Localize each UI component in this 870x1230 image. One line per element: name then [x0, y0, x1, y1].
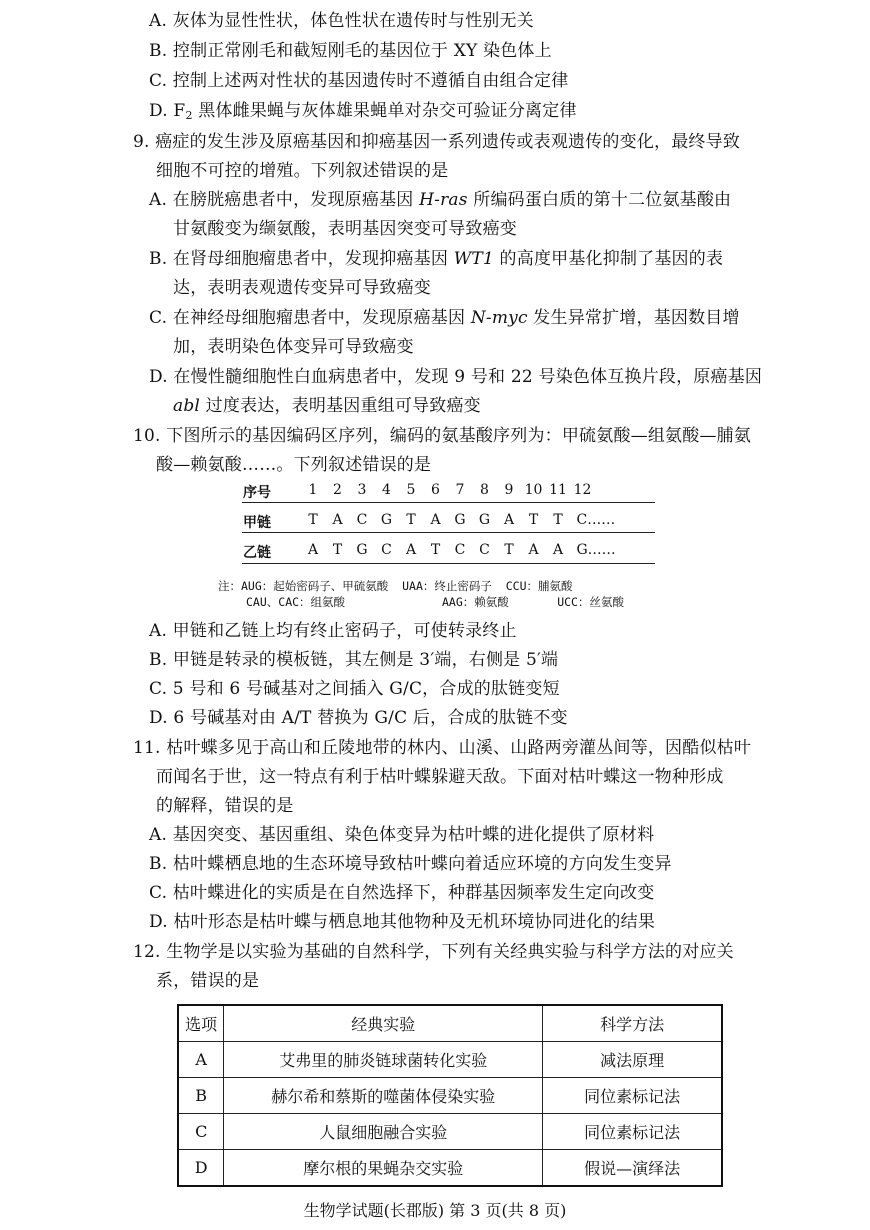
chain-a-base: C — [356, 512, 368, 528]
chain-a-base: T — [308, 512, 318, 528]
chain-a-base: G — [454, 512, 466, 528]
q10-option-c: C. 5 号和 6 号碱基对之间插入 G/C，合成的肽链变短 — [149, 679, 560, 699]
q8-option-c: C. 控制上述两对性状的基因遗传时不遵循自由组合定律 — [149, 71, 569, 91]
sequence-number: 11 — [549, 482, 567, 498]
q11-option-c: C. 枯叶蝶进化的实质是在自然选择下，种群基因频率发生定向改变 — [149, 883, 655, 903]
row-option: C — [178, 1114, 224, 1150]
q9-option-c-line2: 加，表明染色体变异可导致癌变 — [173, 337, 414, 357]
codon-note-line1: 注：AUG：起始密码子、甲硫氨酸 UAA：终止密码子 CCU：脯氨酸 — [218, 579, 573, 593]
sequence-number: 10 — [524, 482, 543, 498]
chain-a-base: A — [430, 512, 441, 528]
sequence-number: 7 — [455, 482, 465, 498]
q11-option-b: B. 枯叶蝶栖息地的生态环境导致枯叶蝶向着适应环境的方向发生变异 — [149, 854, 672, 874]
row-option: B — [178, 1078, 224, 1114]
chain-b-base: G…… — [576, 542, 616, 558]
table-row — [178, 1042, 722, 1078]
sequence-number: 8 — [480, 482, 489, 498]
sequence-number: 5 — [406, 482, 416, 498]
q11-option-a: A. 基因突变、基因重组、染色体变异为枯叶蝶的进化提供了原材料 — [149, 825, 655, 845]
q11-stem-line1: 11. 枯叶蝶多见于高山和丘陵地带的林内、山溪、山路两旁灌丛间等，因酷似枯叶 — [133, 738, 752, 758]
q9-option-d-line1: D. 在慢性髓细胞性白血病患者中，发现 9 号和 22 号染色体互换片段，原癌基因 — [149, 367, 763, 387]
figure-rule-top — [242, 502, 655, 503]
table-row — [178, 1150, 722, 1187]
q9-stem-line2: 细胞不可控的增殖。下列叙述错误的是 — [156, 161, 449, 181]
chain-b-base: A — [528, 542, 539, 558]
chain-b-label: 乙链 — [243, 545, 271, 561]
chain-a-base: T — [406, 512, 416, 528]
chain-b-base: A — [307, 542, 319, 558]
q10-option-b: B. 甲链是转录的模板链，其左侧是 3′端，右侧是 5′端 — [149, 650, 559, 670]
q12-stem-line2: 系，错误的是 — [156, 971, 260, 991]
chain-a-base: G — [478, 512, 491, 528]
chain-b-base: A — [405, 542, 417, 558]
row-experiment: 艾弗里的肺炎链球菌转化实验 — [224, 1042, 543, 1078]
q9-option-b-line2: 达，表明表观遗传变异可导致癌变 — [173, 278, 431, 298]
q10-option-d: D. 6 号碱基对由 A/T 替换为 G/C 后，合成的肽链不变 — [149, 708, 568, 728]
q9-option-a-line2: 甘氨酸变为缬氨酸，表明基因突变可导致癌变 — [173, 219, 517, 239]
q10-stem-line1: 10. 下图所示的基因编码区序列，编码的氨基酸序列为：甲硫氨酸—组氨酸—脯氨 — [133, 426, 752, 446]
sequence-number: 12 — [573, 482, 592, 498]
chain-a-base: T — [553, 512, 563, 528]
figure-rule-bottom — [242, 563, 655, 564]
row-method: 假说—演绎法 — [543, 1150, 722, 1187]
sequence-number: 6 — [431, 482, 440, 498]
q9-option-c-line1: C. 在神经母细胞瘤患者中，发现原癌基因 N-myc 发生异常扩增，基因数目增 — [149, 308, 740, 328]
row-experiment: 人鼠细胞融合实验 — [224, 1114, 543, 1150]
chain-a-label: 甲链 — [243, 515, 271, 531]
chain-a-base: T — [528, 512, 539, 528]
codon-note-line2: CAU、CAC：组氨酸 AAG：赖氨酸 UCC：丝氨酸 — [246, 595, 624, 609]
chain-b-base: G — [356, 542, 368, 558]
chain-a-base: A — [503, 512, 515, 528]
q11-option-d: D. 枯叶形态是枯叶蝶与栖息地其他物种及无机环境协同进化的结果 — [149, 912, 656, 932]
chain-a-base: A — [332, 512, 343, 528]
figure-rule-middle — [242, 532, 655, 533]
q9-option-b-line1: B. 在肾母细胞瘤患者中，发现抑癌基因 WT1 的高度甲基化抑制了基因的表 — [149, 249, 724, 269]
table-row — [178, 1114, 722, 1150]
chain-b-base: T — [332, 542, 343, 558]
sequence-number-label: 序号 — [243, 485, 271, 501]
sequence-number: 4 — [382, 482, 391, 498]
header-method: 科学方法 — [543, 1005, 722, 1042]
chain-b-base: A — [552, 542, 564, 558]
row-experiment: 摩尔根的果蝇杂交实验 — [224, 1150, 543, 1187]
sequence-number: 1 — [308, 482, 318, 498]
chain-b-base: C — [479, 542, 490, 558]
row-method: 减法原理 — [543, 1042, 722, 1078]
q8-option-d: D. $F_2$ 黑体雌果蝇与灰体雄果蝇单对杂交可验证分离定律 — [149, 101, 577, 122]
header-option: 选项 — [178, 1005, 224, 1042]
q11-stem-line3: 的解释，错误的是 — [156, 796, 294, 816]
chain-a-base: C…… — [576, 512, 616, 528]
chain-b-base: C — [454, 542, 466, 558]
header-experiment: 经典实验 — [224, 1005, 543, 1042]
sequence-number: 2 — [333, 482, 342, 498]
experiment-method-table — [177, 1004, 723, 1187]
chain-a-base: G — [380, 512, 393, 528]
q12-stem-line1: 12. 生物学是以实验为基础的自然科学，下列有关经典实验与科学方法的对应关 — [133, 942, 734, 962]
sequence-number: 3 — [357, 482, 367, 498]
row-option: A — [178, 1042, 224, 1078]
q8-option-b: B. 控制正常刚毛和截短刚毛的基因位于 XY 染色体上 — [149, 41, 552, 61]
chain-b-base: T — [504, 542, 514, 558]
row-method: 同位素标记法 — [543, 1114, 722, 1150]
row-method: 同位素标记法 — [543, 1078, 722, 1114]
row-experiment: 赫尔希和蔡斯的噬菌体侵染实验 — [224, 1078, 543, 1114]
q11-stem-line2: 而闻名于世，这一特点有利于枯叶蝶躲避天敌。下面对枯叶蝶这一物种形成 — [156, 767, 724, 787]
sequence-number: 9 — [504, 482, 514, 498]
q8-option-a: A. 灰体为显性性状，体色性状在遗传时与性别无关 — [149, 11, 534, 31]
page-footer: 生物学试题(长郡版) 第 3 页(共 8 页) — [303, 1201, 567, 1220]
q10-option-a: A. 甲链和乙链上均有终止密码子，可使转录终止 — [149, 621, 517, 641]
chain-b-base: C — [381, 542, 392, 558]
table-row — [178, 1078, 722, 1114]
row-option: D — [178, 1150, 224, 1187]
q9-option-d-line2: abl 过度表达，表明基因重组可导致癌变 — [173, 396, 481, 416]
chain-b-base: T — [430, 542, 441, 558]
q10-stem-line2: 酸—赖氨酸……。下列叙述错误的是 — [156, 455, 432, 475]
q9-stem-line1: 9. 癌症的发生涉及原癌基因和抑癌基因一系列遗传或表观遗传的变化，最终导致 — [133, 132, 741, 152]
table-header-row — [178, 1005, 722, 1042]
q9-option-a-line1: A. 在膀胱癌患者中，发现原癌基因 H-ras 所编码蛋白质的第十二位氨基酸由 — [149, 190, 732, 210]
